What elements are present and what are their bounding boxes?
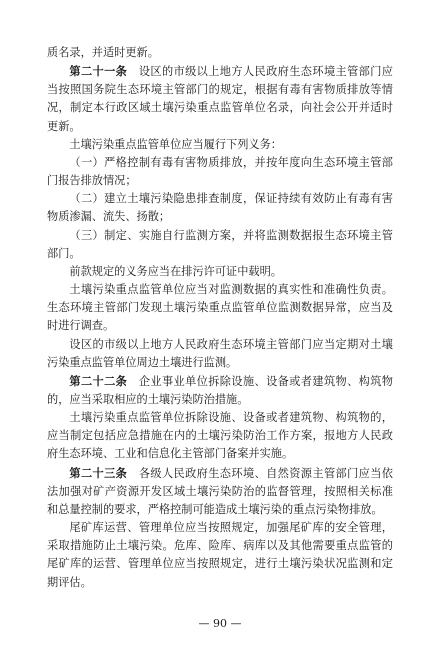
paragraph-text: 企业事业单位拆除设施、设备或者建筑物、构筑物的，应当采取相应的土壤污染防治措施。 <box>47 374 393 406</box>
paragraph-text: 设区的市级以上地方人民政府生态环境主管部门应当定期对土壤污染重点监管单位周边土壤进行监测。 <box>47 337 393 369</box>
paragraph-text: 设区的市级以上地方人民政府生态环境主管部门应当按照国务院生态环境主管部门的规定，根据有毒有害物质排放等情况，制定本行政区域土壤污染重点监管单位名录，向社会公开并适时更新。 <box>47 65 393 133</box>
paragraph-text: 质名录，并适时更新。 <box>47 46 159 59</box>
paragraph-text: 前款规定的义务应当在排污许可证中载明。 <box>69 264 282 278</box>
paragraph <box>47 190 393 226</box>
paragraph <box>47 43 393 62</box>
paragraph-text: 各级人民政府生态环境、自然资源主管部门应当依法加强对矿产资源开发区域土壤污染防治的监督管理，按照相关标准和总量控制的要求，严格控制可能造成土壤污染的重点污染物排放。 <box>47 466 393 516</box>
paragraph-text: （三）制定、实施自行监测方案，并将监测数据报生态环境主管部门。 <box>47 228 393 260</box>
paragraph <box>47 519 393 592</box>
paragraph <box>47 263 393 281</box>
paragraph-text: （二）建立土壤污染隐患排查制度，保证持续有效防止有毒有害物质渗漏、流失、扬散； <box>47 192 393 224</box>
paragraph <box>47 62 393 136</box>
paragraph <box>47 409 393 463</box>
paragraph <box>47 281 393 335</box>
paragraph <box>47 464 393 519</box>
paragraph-text: 尾矿库运营、管理单位应当按照规定，加强尾矿库的安全管理，采取措施防止土壤污染。危库、险库、病库以及其他需要重点监管的尾矿库的运营、管理单位应当按照规定，进行土壤污染状况监测和定期评估。 <box>47 521 393 589</box>
paragraph-text: 土壤污染重点监管单位拆除设施、设备或者建筑物、构筑物的，应当制定包括应急措施在内的土壤污染防治工作方案，报地方人民政府生态环境、工业和信息化主管部门备案并实施。 <box>47 411 393 461</box>
paragraph <box>47 227 393 263</box>
article-heading: 第二十二条 <box>69 373 128 388</box>
body-text <box>47 43 393 592</box>
paragraph <box>47 372 393 409</box>
paragraph-text: 土壤污染重点监管单位应当履行下列义务： <box>69 137 282 151</box>
article-heading: 第二十一条 <box>69 64 128 79</box>
paragraph-text: （一）严格控制有毒有害物质排放，并按年度向生态环境主管部门报告排放情况； <box>47 155 393 188</box>
paragraph-text: 土壤污染重点监管单位应当对监测数据的真实性和准确性负责。生态环境主管部门发现土壤污染重点监管单位监测数据异常，应当及时进行调查。 <box>47 283 393 333</box>
paragraph <box>47 336 393 372</box>
page-number: — 90 — <box>198 617 242 630</box>
paragraph <box>47 154 393 190</box>
article-heading: 第二十三条 <box>69 465 128 480</box>
paragraph <box>47 136 393 154</box>
